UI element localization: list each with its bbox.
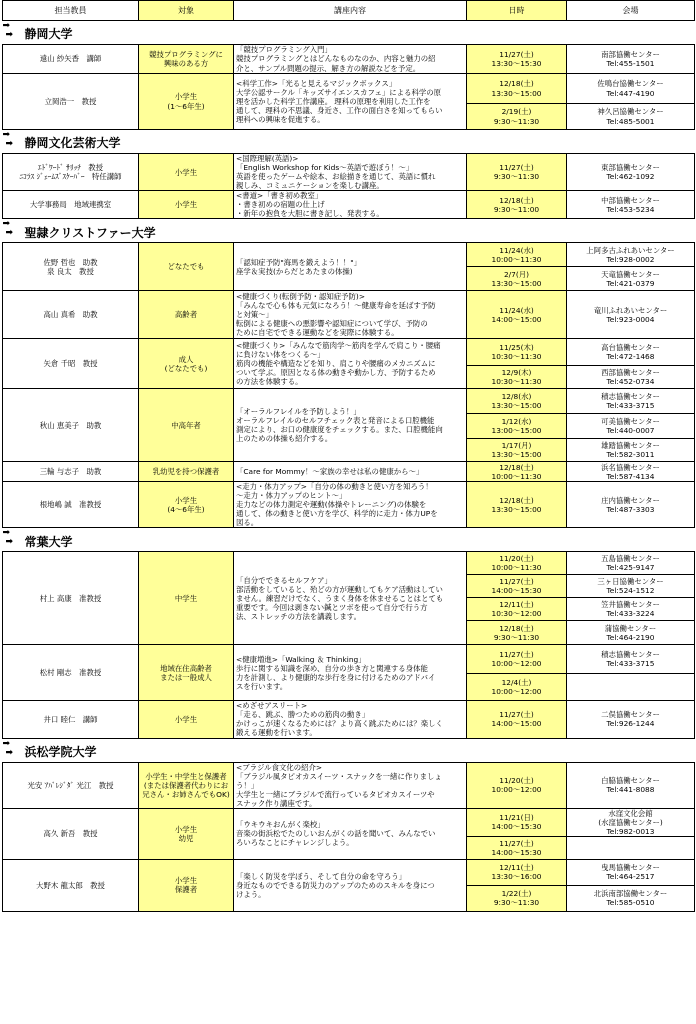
venue-cell: 南部協働センター Tel:455-1501 (567, 45, 695, 74)
instructor-cell: 井口 睦仁 講師 (3, 701, 139, 738)
arrow-marker-icon: ➡ (5, 30, 14, 41)
instructor-cell: 三輪 与志子 助教 (3, 462, 139, 482)
datetime-cell: 12/18(土) 9:30～11:30 (467, 621, 567, 645)
university-name: 静岡大学 (24, 27, 73, 42)
venue-cell: 積志協働センター Tel:433-3715 (567, 389, 695, 414)
content-cell: <健康づくり>「みんなで筋肉学～筋肉を学んで肩こり・腰痛 に負けない体をつくる～」 筋肉の機能や構造などを知り、肩こりや腰痛のメカニズムに ついて学ぶ。原因となる体の動きや動かし方、予防するため の方法を体験する。 (234, 339, 467, 389)
course-row (3, 762, 695, 808)
datetime-cell: 11/27(土) 10:00～12:00 (467, 645, 567, 674)
instructor-cell: 大野木 龍太郎 教授 (3, 859, 139, 911)
instructor-cell: 秋山 恵美子 助教 (3, 389, 139, 462)
venue-cell: 庄内協働センター Tel:487-3303 (567, 482, 695, 528)
instructor-cell: ｴﾄﾞﾜｰﾄﾞ ｻﾘｯﾁ 教授 ﾆｺﾗｽ ｼﾞｪｰﾑｽﾞｽｹｰﾊﾞｰ 特任講師 (3, 154, 139, 191)
venue-cell: 神久呂協働センター Tel:485-5001 (567, 104, 695, 130)
course-row (3, 462, 695, 482)
venue-cell: 水窪文化会館 (水窪協働センター) Tel:982-0013 (567, 808, 695, 836)
venue-cell: 佐鳴台協働センター Tel:447-4190 (567, 74, 695, 104)
course-row (3, 154, 695, 191)
course-table (2, 0, 695, 912)
instructor-cell: 大学事務局 地域連携室 (3, 191, 139, 219)
university-name: 浜松学院大学 (24, 744, 97, 759)
course-row (3, 389, 695, 414)
target-cell: 中学生 (139, 552, 234, 645)
course-row (3, 191, 695, 219)
datetime-cell: 12/18(土) 9:30～11:00 (467, 191, 567, 219)
datetime-cell: 11/24(水) 14:00～15:00 (467, 291, 567, 339)
instructor-cell: 松村 剛志 准教授 (3, 645, 139, 701)
datetime-cell: 1/22(土) 9:30～11:30 (467, 885, 567, 911)
venue-cell: 北浜南部協働センター Tel:585-0510 (567, 885, 695, 911)
datetime-cell: 12/11(土) 13:30～16:00 (467, 859, 567, 885)
content-cell: 「自分でできるセルフケア」 部活動をしていると、殆どの方が運動してもケア活動はしてい ません。練習だけでなく、うまく身体を休ませることはとても 重要です。今回は剥きない鍼とツボを使って自分で行う方 法、ストレッチの方法を講義します。 (234, 552, 467, 645)
datetime-cell: 2/19(土) 9:30～11:30 (467, 104, 567, 130)
datetime-cell: 11/24(水) 10:00～11:30 (467, 243, 567, 267)
content-cell: <書道>「書き初め教室」 ・書き初めの宿題の仕上げ ・新年の抱負を大胆に書き記し、発表する。 (234, 191, 467, 219)
instructor-cell: 高久 新吾 教授 (3, 808, 139, 859)
section-row (3, 528, 695, 552)
datetime-cell: 1/12(水) 13:00～15:00 (467, 414, 567, 439)
venue-cell: 二俣協働センター Tel:926-1244 (567, 701, 695, 738)
content-cell: 「ウキウキおんがく楽校」 音楽の街浜松でたのしいおんがくの話を聞いて、みんなでい ろいろなことにチャレンジしよう。 (234, 808, 467, 859)
instructor-cell: 根地嶋 誠 准教授 (3, 482, 139, 528)
datetime-cell: 11/20(土) 10:00～12:00 (467, 762, 567, 808)
target-cell: 小学生 (1～6年生) (139, 74, 234, 130)
instructor-cell: 光安 ｱﾊﾞﾚｼﾞﾀﾞ 光江 教授 (3, 762, 139, 808)
target-cell: 地域在住高齢者 または一般成人 (139, 645, 234, 701)
datetime-cell: 12/11(土) 10:30～12:00 (467, 598, 567, 621)
content-cell: <健康増進>「Walking ＆ Thinking」 歩行に関する知識を深め、自分の歩き方と関連する身体能 力を計測し、より健康的な歩行を身に付けるためのアドバイ スを行います。 (234, 645, 467, 701)
venue-cell: 積志協働センター Tel:433-3715 (567, 645, 695, 674)
course-row (3, 74, 695, 104)
venue-cell: 浜名協働センター Tel:587-4134 (567, 462, 695, 482)
arrow-marker-icon: ➡ (5, 139, 14, 150)
content-cell: <健康づくり(転倒予防・認知症予防)> 「みんなで心も体も元気になろう！～健康寿命を延ばす予防 と対策～」 転倒による健康への悪影響や認知症について学び、予防の ために自宅でできる運動などを実際に体験する。 (234, 291, 467, 339)
course-row (3, 859, 695, 885)
datetime-cell: 11/27(土) 9:30～11:30 (467, 154, 567, 191)
target-cell: 乳幼児を持つ保護者 (139, 462, 234, 482)
section-cell (3, 219, 695, 243)
content-cell: <ブラジル食文化の紹介> 「ブラジル風タピオカスイーツ・スナックを一緒に作りましょ う！」 大学生と一緒にブラジルで流行っているタピオカスイーツや スナック作り講座です。 (234, 762, 467, 808)
content-cell: <めざせアスリート> 「走る、跳ぶ、勝つための筋肉の動き」 かけっこが速くなるためには？より高く跳ぶためには？楽しく 鍛える運動を行います。 (234, 701, 467, 738)
course-row (3, 291, 695, 339)
content-cell: 「オーラルフレイルを予防しよう！」 オーラルフレイルのセルフチェック表と発音による口腔機能 測定により、お口の健康度をチェックする。また、口腔機能向 上のための体操も紹介する。 (234, 389, 467, 462)
datetime-cell: 12/9(木) 10:30～11:30 (467, 366, 567, 389)
header-venue: 会場 (567, 1, 695, 21)
datetime-cell: 11/27(土) 14:00～15:00 (467, 701, 567, 738)
instructor-cell: 村上 高康 准教授 (3, 552, 139, 645)
section-row (3, 738, 695, 762)
header-instructor: 担当教員 (3, 1, 139, 21)
venue-cell: 蒲協働センター Tel:464-2190 (567, 621, 695, 645)
arrow-marker-icon: ➡ (2, 21, 11, 31)
target-cell: 成人 (どなたでも) (139, 339, 234, 389)
datetime-cell: 12/18(土) 10:00～11:30 (467, 462, 567, 482)
instructor-cell: 遠山 紗矢香 講師 (3, 45, 139, 74)
instructor-cell: 立岡浩一 教授 (3, 74, 139, 130)
target-cell: どなたでも (139, 243, 234, 291)
section-row (3, 130, 695, 154)
target-cell: 高齢者 (139, 291, 234, 339)
venue-cell: 三ヶ日協働センター Tel:524-1512 (567, 575, 695, 598)
header-row (3, 1, 695, 21)
instructor-cell: 高山 真希 助教 (3, 291, 139, 339)
venue-cell: 笠井協働センター Tel:433-3224 (567, 598, 695, 621)
content-cell: <走力・体力アップ>「自分の体の動きと使い方を知ろう！ ～走力・体力アップのヒント～」 走力などの体力測定や運動(体操やトレーニング)の体験を 通して、体の動きと使い方を学び、科学的に走力・体力UPを 図る。 (234, 482, 467, 528)
section-row (3, 21, 695, 45)
course-row (3, 552, 695, 575)
target-cell: 小学生 (139, 154, 234, 191)
venue-cell: 中部協働センター Tel:453-5234 (567, 191, 695, 219)
course-row (3, 482, 695, 528)
course-row (3, 808, 695, 836)
header-datetime: 日時 (467, 1, 567, 21)
university-name: 常葉大学 (24, 534, 73, 549)
datetime-cell: 11/20(土) 10:00～11:30 (467, 552, 567, 575)
arrow-marker-icon: ➡ (2, 738, 11, 749)
content-cell: <国際理解(英語)> 「English Workshop for Kids～英語で遊ぼう！～」 英語を使ったゲームや絵本、お絵描きを通じて、英語に慣れ 親しみ、コミュニケーションを楽しむ講座。 (234, 154, 467, 191)
venue-cell: 高台協働センター Tel:472-1468 (567, 339, 695, 366)
content-cell: 「認知症予防"海馬を鍛えよう！！"」 座学＆実技(からだとあたまの体操) (234, 243, 467, 291)
datetime-cell: 11/27(土) 14:00～15:30 (467, 836, 567, 859)
target-cell: 小学生 保護者 (139, 859, 234, 911)
venue-cell: 可美協働センター Tel:440-0007 (567, 414, 695, 439)
venue-cell: 曳馬協働センター Tel:464-2517 (567, 859, 695, 885)
target-cell: 競技プログラミングに 興味のある方 (139, 45, 234, 74)
header-target: 対象 (139, 1, 234, 21)
content-cell: 「競技プログラミング入門」 競技プログラミングとはどんなものなのか、内容と魅力の紹 介と、サンプル問題の提示、解き方の解説などを予定。 (234, 45, 467, 74)
section-cell (3, 528, 695, 552)
datetime-cell: 11/27(土) 13:30～15:30 (467, 45, 567, 74)
venue-cell (567, 674, 695, 701)
section-cell (3, 738, 695, 762)
arrow-marker-icon: ➡ (5, 747, 14, 758)
venue-cell: 天竜協働センター Tel:421-0379 (567, 267, 695, 291)
content-cell: <科学工作>「光ると見えるマジックボックス」 大学公認サークル「キッズサイエンスカフェ」による科学の原 理を活かした科学工作講座。 理科の原理を利用した工作を 通して、理科の不思議、身近さ、工作の面白さを知ってもらい 理科への興味を促進する。 (234, 74, 467, 130)
content-cell: 「Care for Mommy！～家族の幸せは私の健康から～」 (234, 462, 467, 482)
venue-cell: 雄踏協働センター Tel:582-3011 (567, 439, 695, 462)
datetime-cell: 2/7(月) 13:30～15:00 (467, 267, 567, 291)
datetime-cell: 11/27(土) 14:00～15:30 (467, 575, 567, 598)
target-cell: 小学生 (139, 701, 234, 738)
section-cell (3, 21, 695, 45)
datetime-cell: 1/17(月) 13:30～15:00 (467, 439, 567, 462)
course-row (3, 701, 695, 738)
university-name: 聖隷クリストファー大学 (24, 225, 156, 240)
venue-cell: 五島協働センター Tel:425-9147 (567, 552, 695, 575)
venue-cell: 東部協働センター Tel:462-1092 (567, 154, 695, 191)
arrow-marker-icon: ➡ (5, 537, 14, 548)
datetime-cell: 11/25(木) 10:30～11:30 (467, 339, 567, 366)
course-row (3, 45, 695, 74)
course-row (3, 645, 695, 674)
venue-cell (567, 836, 695, 859)
datetime-cell: 12/8(水) 13:30～15:00 (467, 389, 567, 414)
venue-cell: 上阿多古ふれあいセンター Tel:928-0002 (567, 243, 695, 267)
arrow-marker-icon: ➡ (2, 130, 11, 140)
target-cell: 中高年者 (139, 389, 234, 462)
content-cell: 「楽しく防災を学ぼう、そして自分の命を守ろう」 身近なものでできる防災力のアップのためのスキルを身につ けよう。 (234, 859, 467, 911)
instructor-cell: 矢倉 千昭 教授 (3, 339, 139, 389)
arrow-marker-icon: ➡ (5, 228, 14, 239)
target-cell: 小学生 幼児 (139, 808, 234, 859)
header-content: 講座内容 (234, 1, 467, 21)
arrow-marker-icon: ➡ (2, 528, 11, 539)
venue-cell: 竜川ふれあいセンター Tel:923-0004 (567, 291, 695, 339)
section-row (3, 219, 695, 243)
target-cell: 小学生 (4～6年生) (139, 482, 234, 528)
venue-cell: 白脇協働センター Tel:441-8088 (567, 762, 695, 808)
venue-cell: 西部協働センター Tel:452-0734 (567, 366, 695, 389)
course-row (3, 339, 695, 366)
course-row (3, 243, 695, 267)
target-cell: 小学生 (139, 191, 234, 219)
datetime-cell: 12/18(土) 13:30～15:00 (467, 482, 567, 528)
university-name: 静岡文化芸術大学 (24, 136, 121, 151)
datetime-cell: 12/18(土) 13:30～15:00 (467, 74, 567, 104)
datetime-cell: 11/21(日) 14:00～15:30 (467, 808, 567, 836)
target-cell: 小学生・中学生と保護者 (または保護者代わりにお 兄さん・お姉さんでもOK) (139, 762, 234, 808)
section-cell (3, 130, 695, 154)
datetime-cell: 12/4(土) 10:00～12:00 (467, 674, 567, 701)
instructor-cell: 佐野 哲也 助教 泉 良太 教授 (3, 243, 139, 291)
arrow-marker-icon: ➡ (2, 219, 11, 230)
